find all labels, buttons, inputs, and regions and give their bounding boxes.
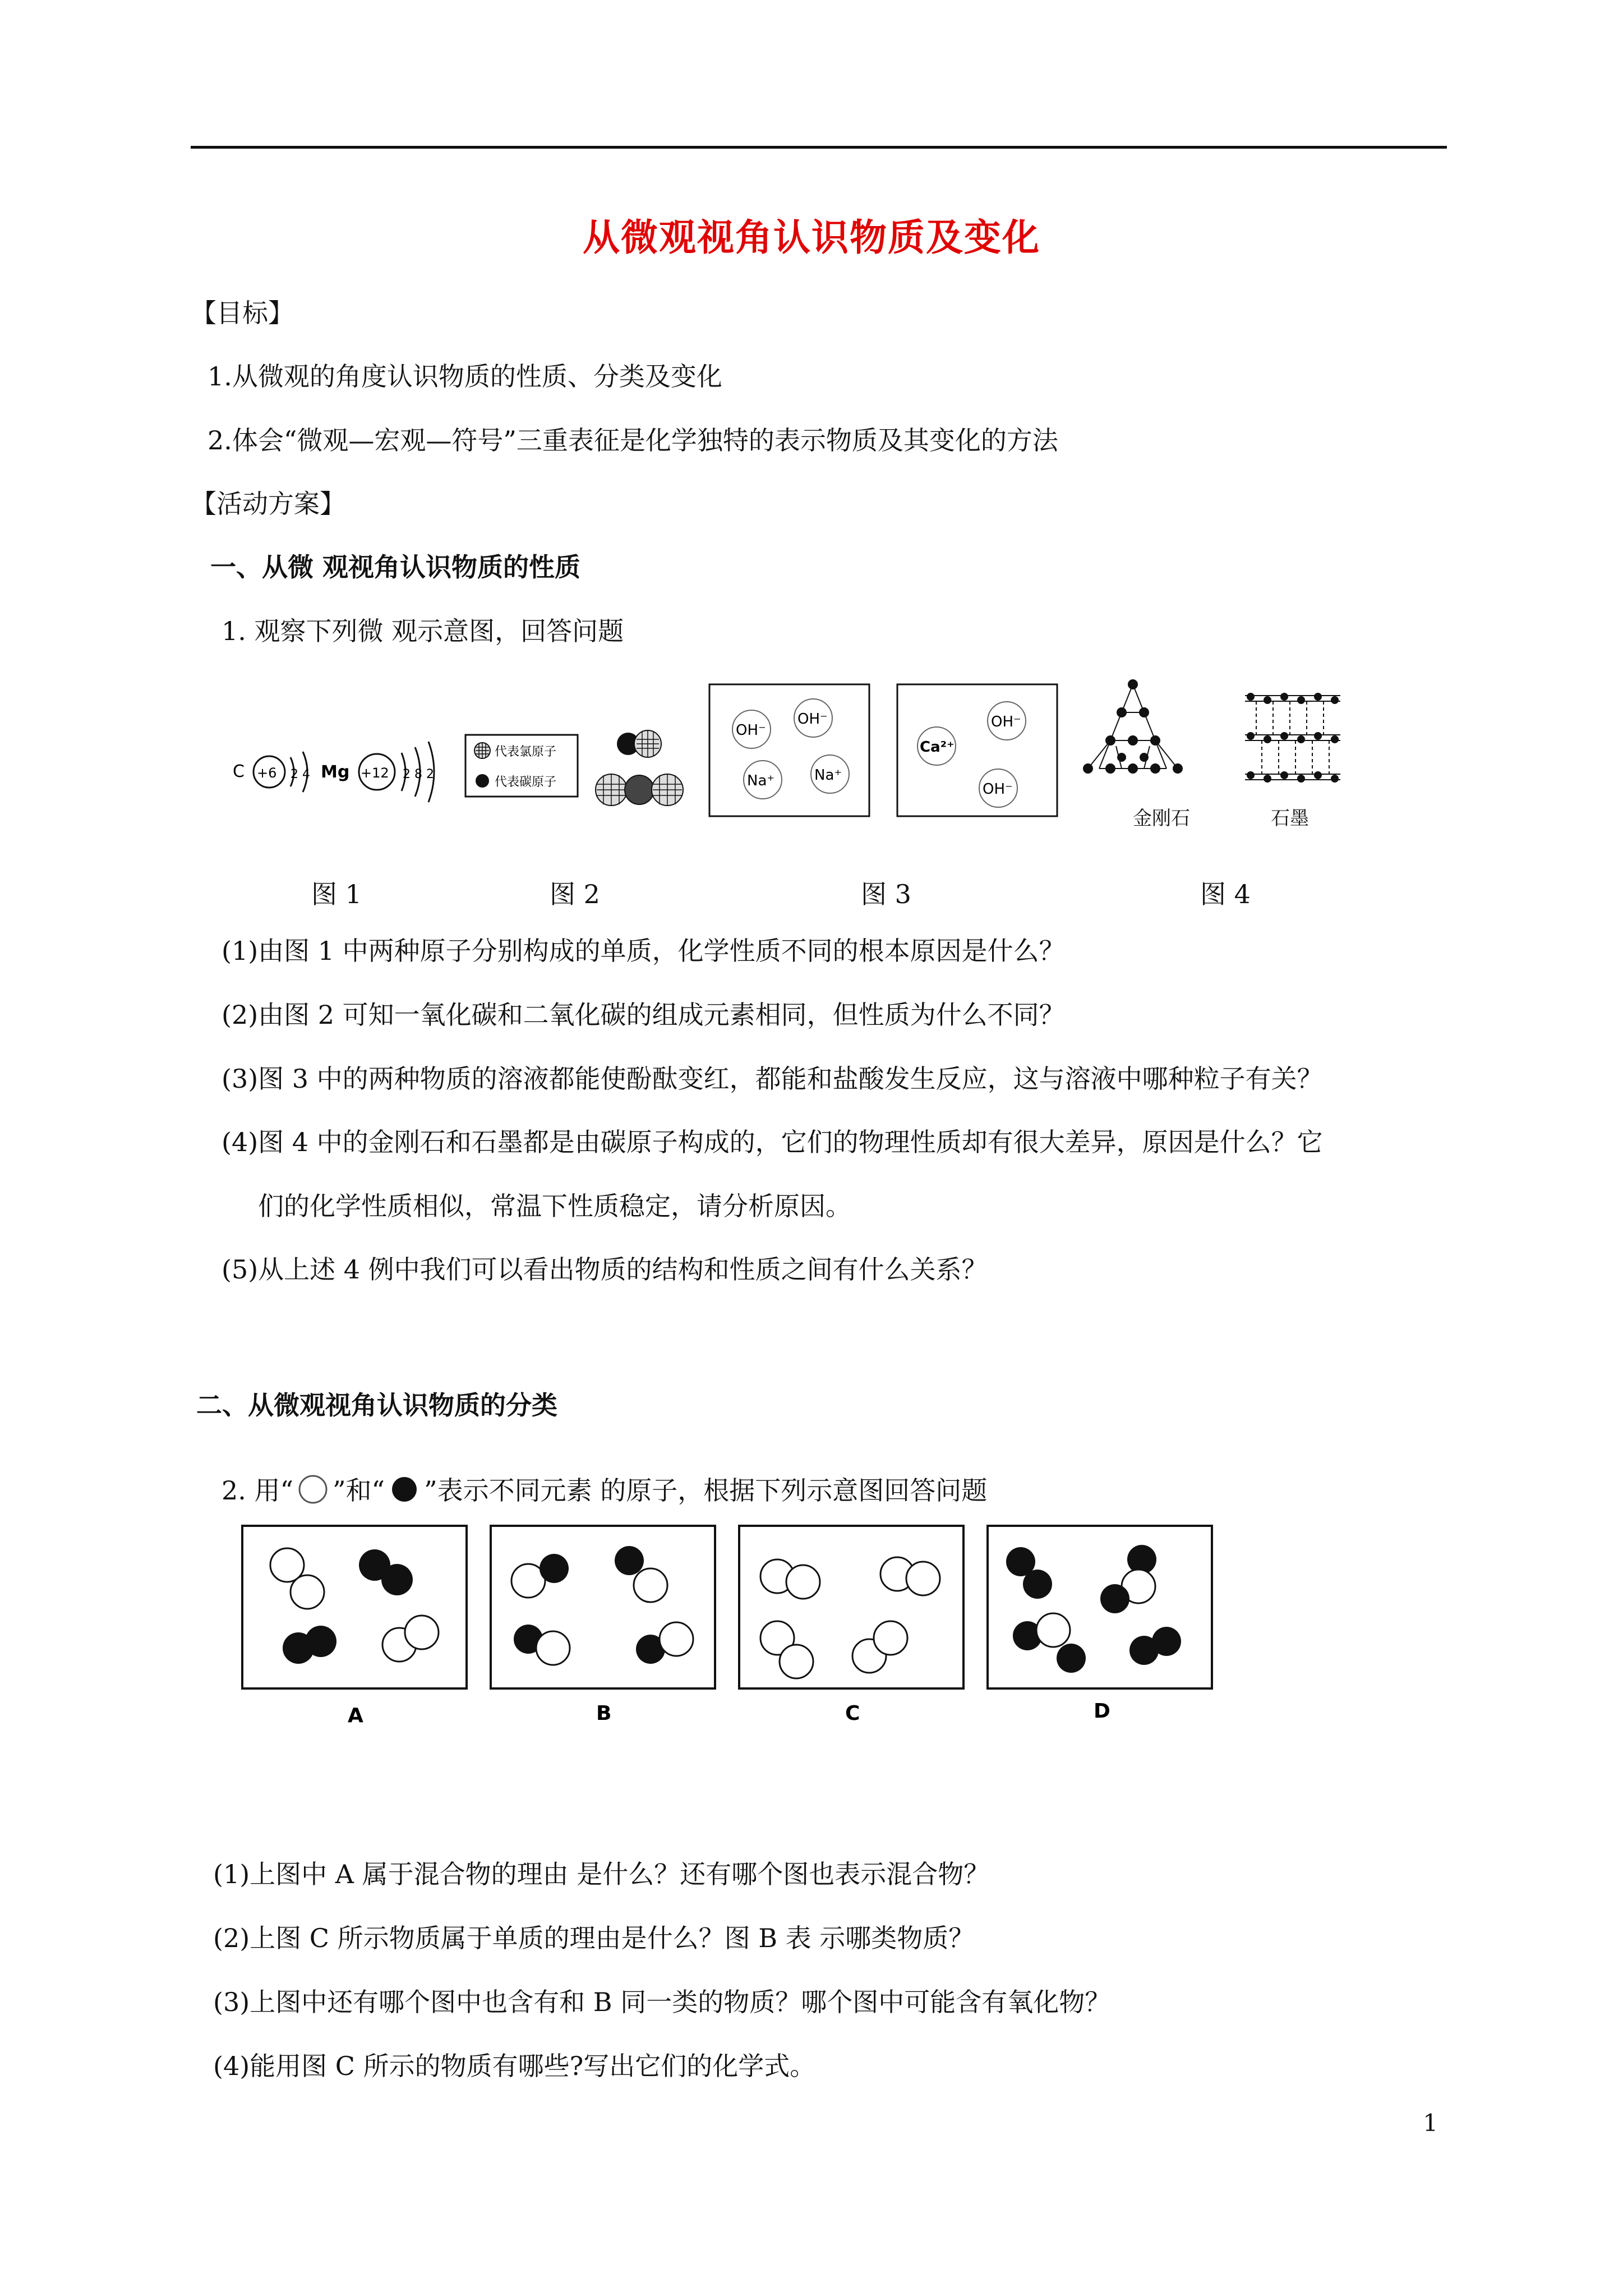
box-a-label: A [348,1704,363,1727]
ion-na-1: Na⁺ [747,772,775,789]
ion-oh-1: OH⁻ [736,722,766,739]
question-2-2: (2)上图 C 所示物质属于单质的理由是什么？图 B 表 示哪类物质？ [213,1923,975,1953]
page-title: 从微观视角认识物质及变化 [583,215,1040,259]
ion-oh-2: OH⁻ [797,711,828,728]
fig-label-4: 图 4 [1200,879,1251,909]
ion-oh-3: OH⁻ [991,714,1021,730]
fig2-molecule-models [465,730,683,806]
ion-na-2: Na⁺ [814,767,842,784]
question-2-1: (1)上图中 A 属于混合物的理由 是什么？还有哪个图也表示混合物？ [213,1859,990,1889]
fig1-atom-structures [233,742,434,802]
ion-oh-4: OH⁻ [983,781,1013,798]
mg-shells: 2 8 2 [403,767,434,781]
fig-label-2: 图 2 [550,879,600,909]
question-2-4: (4)能用图 C 所示的物质有哪些?写出它们的化学式。 [213,2051,816,2081]
fig-label-3: 图 3 [861,879,911,909]
mg-symbol: Mg [321,762,350,782]
black-atom-icon [385,1474,424,1507]
question1-intro: 1. 观察下列微 观示意图，回答问题 [222,616,624,646]
question-1-4: (4)图 4 中的金刚石和石墨都是由碳原子构成的，它们的物理性质却有很大差异，原因是什么？它 [222,1127,1323,1157]
graphite-structure [1245,693,1340,782]
fig-label-1: 图 1 [311,879,362,909]
diamond-structure [1083,680,1182,773]
figure-row [224,662,1413,847]
mg-nucleus: +12 [361,765,389,781]
question-1-3: (3)图 3 中的两种物质的溶液都能使酚酞变红，都能和盐酸发生反应，这与溶液中哪种粒子有关？ [222,1064,1323,1094]
question2-intro [222,1474,987,1507]
activity-header: 【活动方案】 [191,489,345,519]
header-rule [191,146,1447,149]
diamond-label: 金刚石 [1133,807,1190,830]
particle-boxes [236,1515,1223,1739]
c-shells: 2 4 [291,767,310,781]
goal-2: 2.体会“微观—宏观—符号”三重表征是化学独特的表示物质及其变化的方法 [208,425,1058,455]
c-symbol: C [233,762,245,781]
question-1-1: (1)由图 1 中两种原子分别构成的单质，化学性质不同的根本原因是什么？ [222,936,1065,966]
box-c-label: C [845,1702,860,1725]
legend-c: 代表碳原子 [495,775,557,789]
box-d [988,1526,1212,1688]
legend-cl: 代表氯原子 [495,745,557,759]
goal-1: 1.从微观的角度认识物质的性质、分类及变化 [208,361,722,392]
white-atom-icon [293,1474,333,1507]
question-1-4-cont: 们的化学性质相似，常温下性质稳定，请分析原因。 [258,1191,851,1221]
c-nucleus: +6 [257,765,277,781]
q2-mid: ”和“ [333,1475,385,1506]
fig4-carbon-structures [1083,680,1340,782]
box-c [739,1526,963,1688]
box-a [242,1526,467,1688]
fig3-ion-boxes [709,684,1057,816]
question-2-3: (3)上图中还有哪个图中也含有和 B 同一类的物质？哪个图中可能含有氧化物？ [213,1987,1111,2017]
box-b-label: B [596,1702,612,1725]
page-number: 1 [1423,2109,1438,2137]
box-d-label: D [1094,1700,1110,1723]
question-1-2: (2)由图 2 可知一氧化碳和二氧化碳的组成元素相同，但性质为什么不同？ [222,1000,1065,1030]
goal-header: 【目标】 [191,298,294,328]
section1-heading: 一、从微 观视角认识物质的性质 [210,552,581,582]
graphite-label: 石墨 [1271,807,1309,830]
q2-suffix: ”表示不同元素 的原子，根据下列示意图回答问题 [424,1475,988,1506]
section2-heading: 二、从微观视角认识物质的分类 [196,1390,557,1420]
box-b [491,1526,715,1688]
q2-prefix: 2. 用“ [222,1475,294,1506]
question-1-5: (5)从上述 4 例中我们可以看出物质的结构和性质之间有什么关系？ [222,1254,988,1285]
ion-ca: Ca²⁺ [920,739,955,756]
